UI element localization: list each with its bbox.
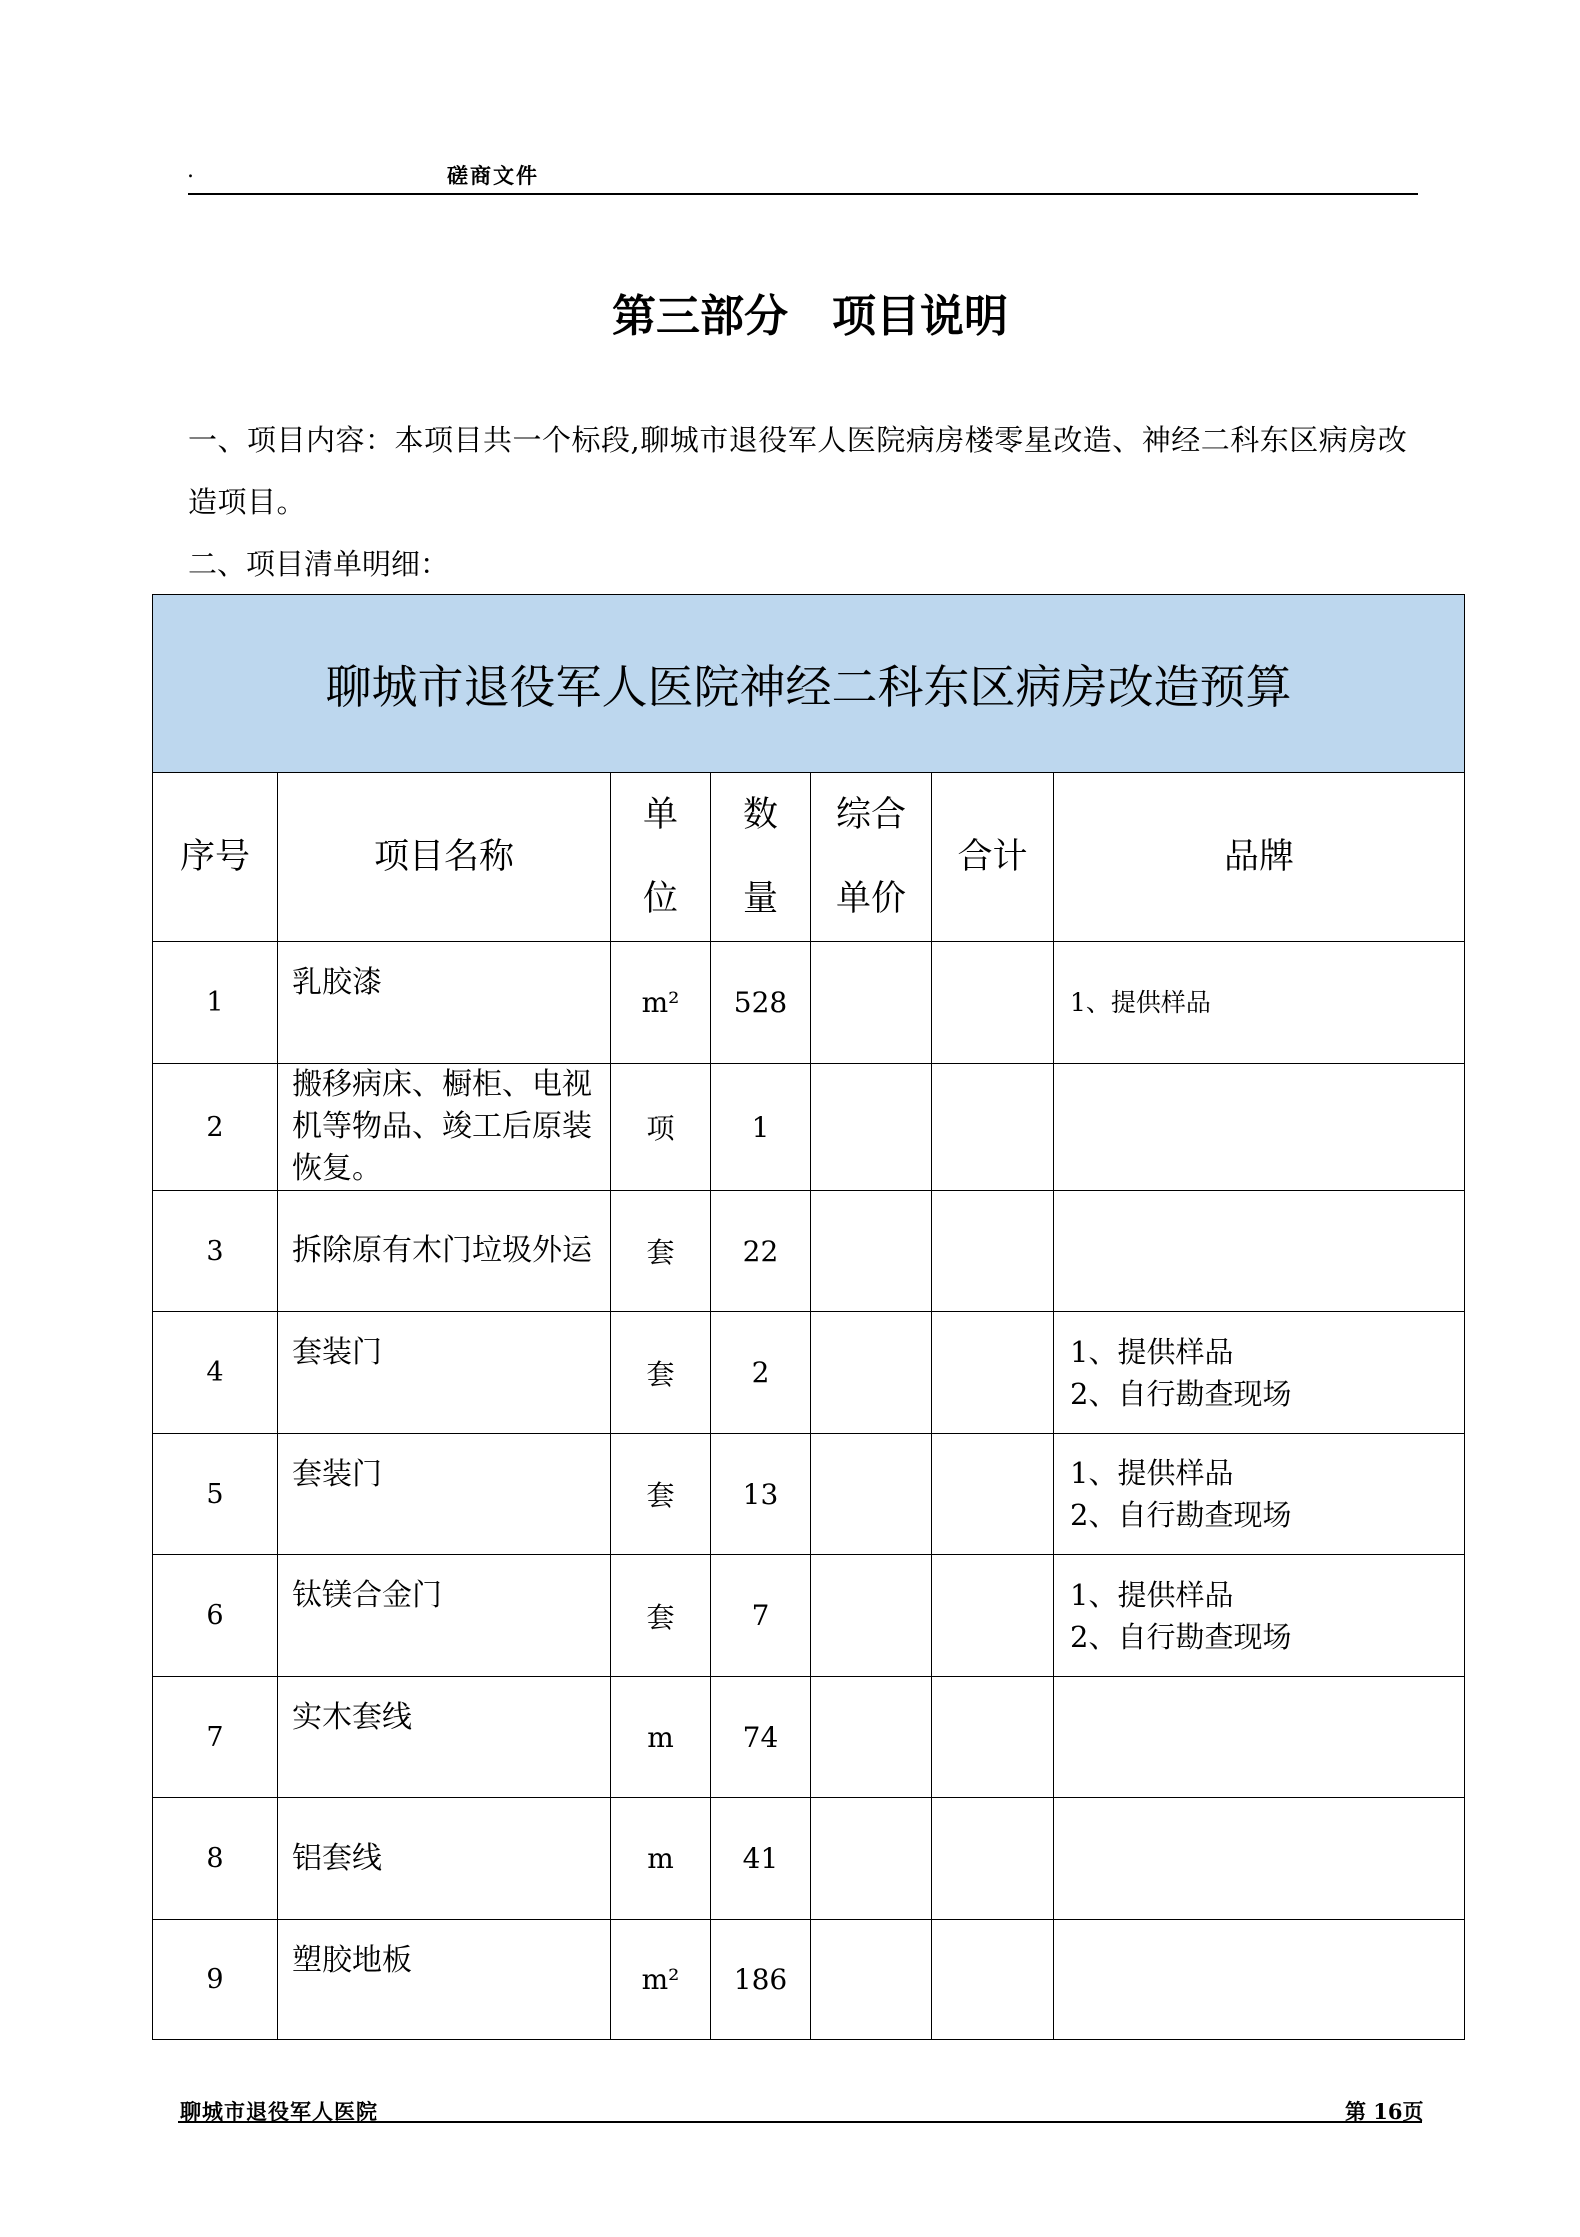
cell-unit-price [811,1798,932,1920]
table-header-row [153,773,1465,942]
table-row [153,1434,1465,1555]
list-heading-paragraph: 二、项目清单明细： [188,547,450,581]
cell-total [932,1798,1054,1920]
cell-brand [1054,1191,1465,1312]
cell-total [932,942,1054,1064]
cell-seq: 1 [153,942,278,1064]
table-row [153,1920,1465,2040]
cell-unit-price [811,942,932,1064]
footer-divider [178,2121,1422,2123]
cell-total [932,1555,1054,1677]
table-row [153,1191,1465,1312]
cell-qty: 1 [711,1064,811,1191]
header-doc-type: 磋商文件 [447,163,539,188]
cell-total [932,1920,1054,2040]
footer-page-number: 第 16页 [1345,2099,1424,2124]
cell-qty: 7 [711,1555,811,1677]
cell-unit-price [811,1434,932,1555]
cell-qty: 2 [711,1312,811,1434]
cell-total [932,1312,1054,1434]
cell-brand [1054,1920,1465,2040]
cell-unit-price [811,1191,932,1312]
table-row [153,1312,1465,1434]
cell-brand: 1、提供样品 2、自行勘查现场 [1054,1555,1465,1677]
cell-total [932,1677,1054,1798]
cell-brand: 1、提供样品 2、自行勘查现场 [1054,1312,1465,1434]
header-unit-price-text: 综合单价 [836,795,907,919]
cell-seq: 8 [153,1798,278,1920]
header-dot: . [187,158,194,183]
cell-name: 铝套线 [278,1798,611,1920]
cell-total [932,1064,1054,1191]
cell-unit: 项 [611,1064,711,1191]
cell-unit-price [811,1677,932,1798]
cell-seq: 4 [153,1312,278,1434]
cell-qty: 13 [711,1434,811,1555]
cell-name: 实木套线 [278,1677,611,1798]
header-unit-text: 单位 [643,795,679,919]
cell-name: 塑胶地板 [278,1920,611,2040]
cell-name: 乳胶漆 [278,942,611,1064]
cell-qty: 41 [711,1798,811,1920]
cell-unit: m [611,1677,711,1798]
cell-unit: 套 [611,1191,711,1312]
header-qty [711,773,811,942]
cell-seq: 2 [153,1064,278,1191]
cell-name: 搬移病床、橱柜、电视机等物品、竣工后原装恢复。 [278,1064,611,1191]
table-row [153,942,1465,1064]
table-row [153,1677,1465,1798]
cell-qty: 528 [711,942,811,1064]
cell-seq: 9 [153,1920,278,2040]
cell-unit: 套 [611,1434,711,1555]
cell-brand: 1、提供样品 [1054,942,1465,1064]
cell-unit-price [811,1555,932,1677]
header-name: 项目名称 [278,773,611,942]
cell-brand [1054,1064,1465,1191]
header-seq: 序号 [153,773,278,942]
header-total: 合计 [932,773,1054,942]
header-brand: 品牌 [1054,773,1465,942]
section-title: 第三部分 项目说明 [612,291,1008,342]
cell-name: 套装门 [278,1312,611,1434]
cell-name: 套装门 [278,1434,611,1555]
cell-brand [1054,1798,1465,1920]
cell-total [932,1434,1054,1555]
cell-unit-price [811,1312,932,1434]
footer-organization: 聊城市退役军人医院 [180,2099,378,2124]
table-row [153,1064,1465,1191]
cell-unit-price [811,1920,932,2040]
budget-table [152,594,1465,2040]
cell-qty: 22 [711,1191,811,1312]
cell-total [932,1191,1054,1312]
header-qty-text: 数量 [743,795,779,919]
table-caption: 聊城市退役军人医院神经二科东区病房改造预算 [153,595,1465,773]
header-unit [611,773,711,942]
cell-name: 拆除原有木门垃圾外运 [278,1191,611,1312]
cell-name: 钛镁合金门 [278,1555,611,1677]
cell-unit-price [811,1064,932,1191]
cell-unit: m² [611,942,711,1064]
table-row [153,1555,1465,1677]
cell-unit: 套 [611,1312,711,1434]
cell-qty: 186 [711,1920,811,2040]
cell-unit: 套 [611,1555,711,1677]
table-row [153,1798,1465,1920]
project-content-paragraph: 一、项目内容：本项目共一个标段,聊城市退役军人医院病房楼零星改造、神经二科东区病房改造项目。 [188,423,1408,519]
cell-seq: 7 [153,1677,278,1798]
cell-unit: m [611,1798,711,1920]
cell-unit: m² [611,1920,711,2040]
cell-brand [1054,1677,1465,1798]
cell-seq: 3 [153,1191,278,1312]
cell-brand: 1、提供样品 2、自行勘查现场 [1054,1434,1465,1555]
header-unit-price [811,773,932,942]
header-divider [188,193,1418,195]
cell-seq: 6 [153,1555,278,1677]
cell-qty: 74 [711,1677,811,1798]
cell-seq: 5 [153,1434,278,1555]
